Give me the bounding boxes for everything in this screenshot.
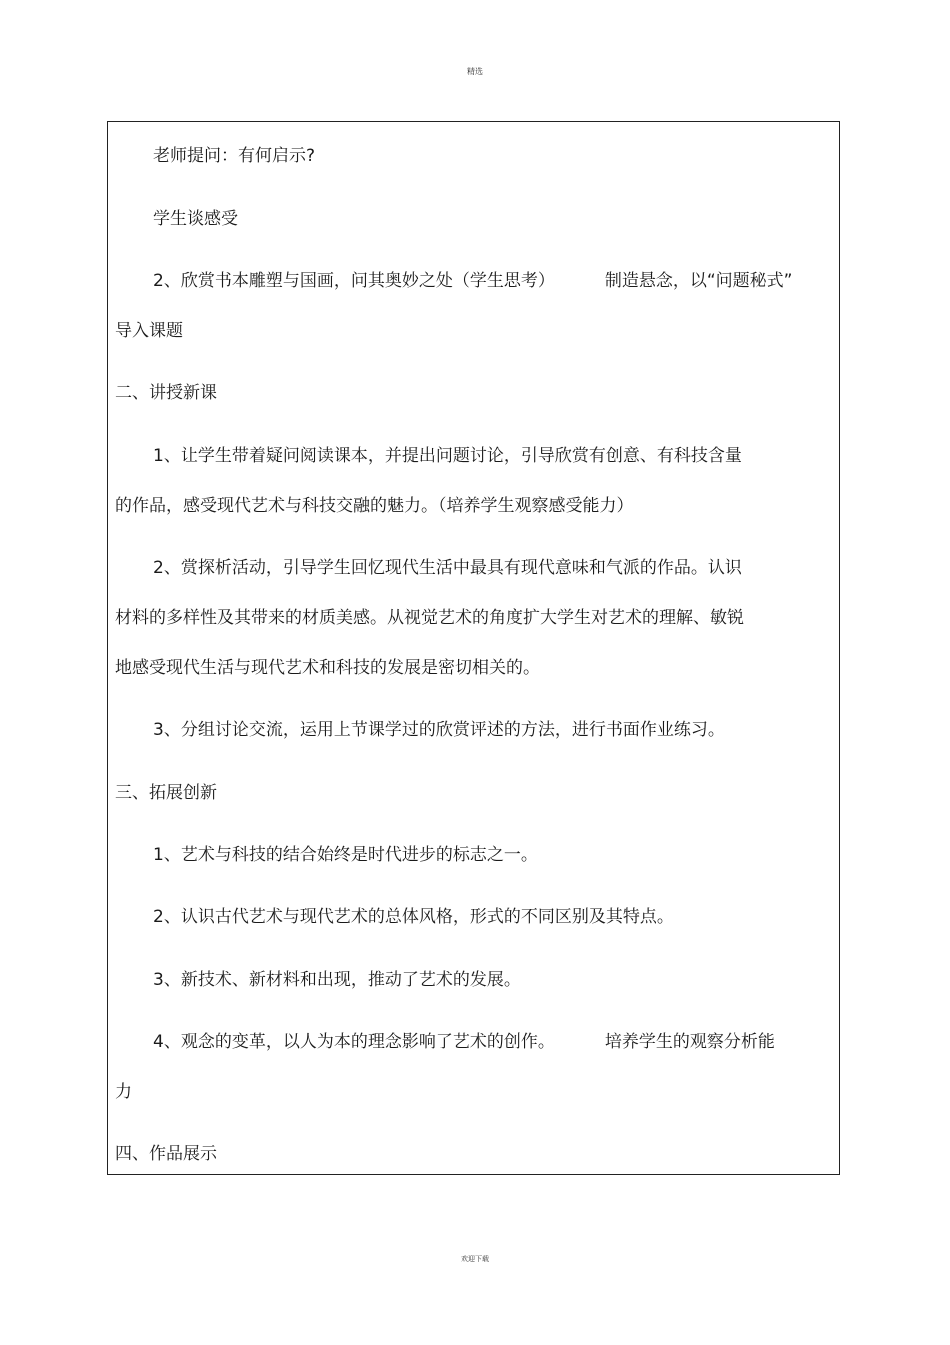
text-segment: 4、观念的变革，以人为本的理念影响了艺术的创作。: [153, 1032, 555, 1052]
text-segment: 2、欣赏书本雕塑与国画，问其奥妙之处（学生思考）: [153, 271, 555, 291]
text-line: 学生谈感受: [153, 209, 238, 229]
text-line: 2、认识古代艺术与现代艺术的总体风格，形式的不同区别及其特点。: [153, 907, 674, 927]
text-line: [153, 271, 792, 291]
text-line: 的作品，感受现代艺术与科技交融的魅力。（培养学生观察感受能力）: [115, 496, 634, 516]
text-line: 1、艺术与科技的结合始终是时代进步的标志之一。: [153, 845, 538, 865]
text-line: 地感受现代生活与现代艺术和科技的发展是密切相关的。: [115, 658, 540, 678]
page-footer-mark: 欢迎下载: [461, 1255, 489, 1263]
text-line: 1、让学生带着疑问阅读课本，并提出问题讨论，引导欣赏有创意、有科技含量: [153, 446, 742, 466]
text-line: 2、赏探析活动，引导学生回忆现代生活中最具有现代意味和气派的作品。认识: [153, 558, 742, 578]
page-header-mark: 精选: [467, 67, 483, 76]
section-heading: 四、作品展示: [115, 1144, 217, 1164]
side-note: 制造悬念，以“问题秘式”: [604, 271, 793, 291]
side-note: 培养学生的观察分析能: [604, 1032, 775, 1052]
text-line: 导入课题: [115, 321, 183, 341]
text-line: 材料的多样性及其带来的材质美感。从视觉艺术的角度扩大学生对艺术的理解、敏锐: [115, 608, 744, 628]
section-heading: 三、拓展创新: [115, 783, 217, 803]
text-line: [153, 1032, 775, 1052]
text-line: 3、分组讨论交流，运用上节课学过的欣赏评述的方法，进行书面作业练习。: [153, 720, 725, 740]
text-line: 老师提问：有何启示?: [153, 146, 316, 166]
section-heading: 二、讲授新课: [115, 383, 217, 403]
text-line: 力: [115, 1082, 132, 1102]
text-line: 3、新技术、新材料和出现，推动了艺术的发展。: [153, 970, 521, 990]
